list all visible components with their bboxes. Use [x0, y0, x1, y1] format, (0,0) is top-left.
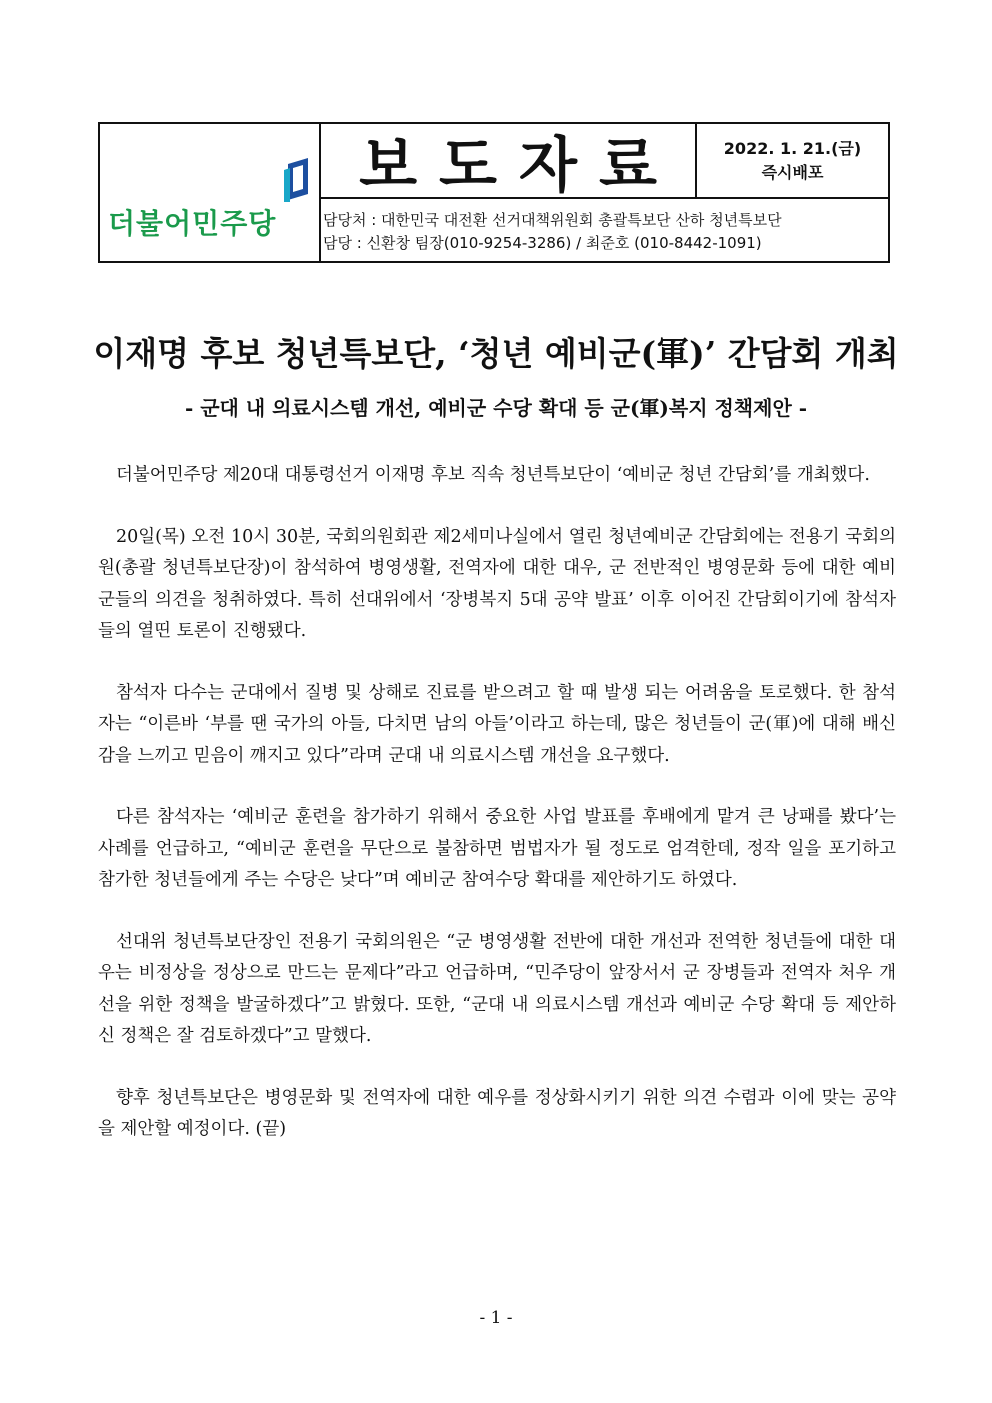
- subheadline: - 군대 내 의료시스템 개선, 예비군 수당 확대 등 군(軍)복지 정책제안 -: [184, 396, 808, 420]
- release-date: 2022. 1. 21.(금): [723, 138, 862, 158]
- logo-text: 더불어민주당: [108, 207, 277, 240]
- contact-department: 담당처 : 대한민국 대전환 선거대책위원회 총괄특보단 산하 청년특보단: [323, 211, 782, 229]
- logo-cell: [100, 124, 321, 261]
- article-body: [98, 460, 896, 1176]
- paragraph: 선대위 청년특보단장인 전용기 국회의원은 “군 병영생활 전반에 대한 개선과 전역한 청년들에 대한 대우는 비정상을 정상으로 만드는 문제다”라고 언급하며, “민주당이 앞장서서 군 장병들과 전역자 처우 개선을 위한 정책을 발굴하겠다”고 밝혔다. 또한, “군대 내 의료시스템 개선과 예비군 수당 확대 등 제안하신 정책은 잘 검토하겠다”고 말했다.: [98, 931, 896, 1046]
- paragraph: 20일(목) 오전 10시 30분, 국회의원회관 제2세미나실에서 열린 청년예비군 간담회에는 전용기 국회의원(총괄 청년특보단장)이 참석하여 병영생활, 전역자에 대한 대우, 군 전반적인 병영문화 등에 대한 예비군들의 의견을 청취하였다. 특히 선대위에서 ‘장병복지 5대 공약 발표’ 이후 이어진 간담회이기에 참석자들의 열띤 토론이 진행됐다.: [98, 526, 896, 641]
- contact-person: 담당 : 신환창 팀장(010-9254-3286) / 최준호 (010-8442-1091): [323, 234, 762, 252]
- party-logo: [108, 158, 312, 238]
- title-cell: [321, 124, 697, 199]
- paragraph: 향후 청년특보단은 병영문화 및 전역자에 대한 예우를 정상화시키기 위한 의견 수렴과 이에 맞는 공약을 제안할 예정이다. (끝): [98, 1087, 896, 1139]
- paragraph: 더불어민주당 제20대 대통령선거 이재명 후보 직속 청년특보단이 ‘예비군 청년 간담회’를 개최했다.: [116, 465, 870, 485]
- contact-cell: [321, 199, 888, 261]
- release-type: 즉시배포: [761, 162, 824, 182]
- press-release-title: 보도자료: [359, 130, 679, 201]
- headline: 이재명 후보 청년특보단, ‘청년 예비군(軍)’ 간담회 개최: [93, 334, 899, 373]
- date-cell: [697, 124, 888, 199]
- page-number: - 1 -: [479, 1308, 513, 1328]
- paragraph: 다른 참석자는 ‘예비군 훈련을 참가하기 위해서 중요한 사업 발표를 후배에게 맡겨 큰 낭패를 봤다’는 사례를 언급하고, “예비군 훈련을 무단으로 불참하면 범법자가 될 정도로 엄격한데, 정작 일을 포기하고 참가한 청년들에게 주는 수당은 낮다”며 예비군 참여수당 확대를 제안하기도 하였다.: [98, 807, 896, 890]
- paragraph: 참석자 다수는 군대에서 질병 및 상해로 진료를 받으려고 할 때 발생 되는 어려움을 토로했다. 한 참석자는 “이른바 ‘부를 땐 국가의 아들, 다치면 남의 아들’이라고 하는데, 많은 청년들이 군(軍)에 대해 배신감을 느끼고 믿음이 깨지고 있다”라며 군대 내 의료시스템 개선을 요구했다.: [98, 682, 896, 766]
- party-logo-mark-icon: [284, 158, 312, 202]
- press-release-header: [98, 122, 890, 263]
